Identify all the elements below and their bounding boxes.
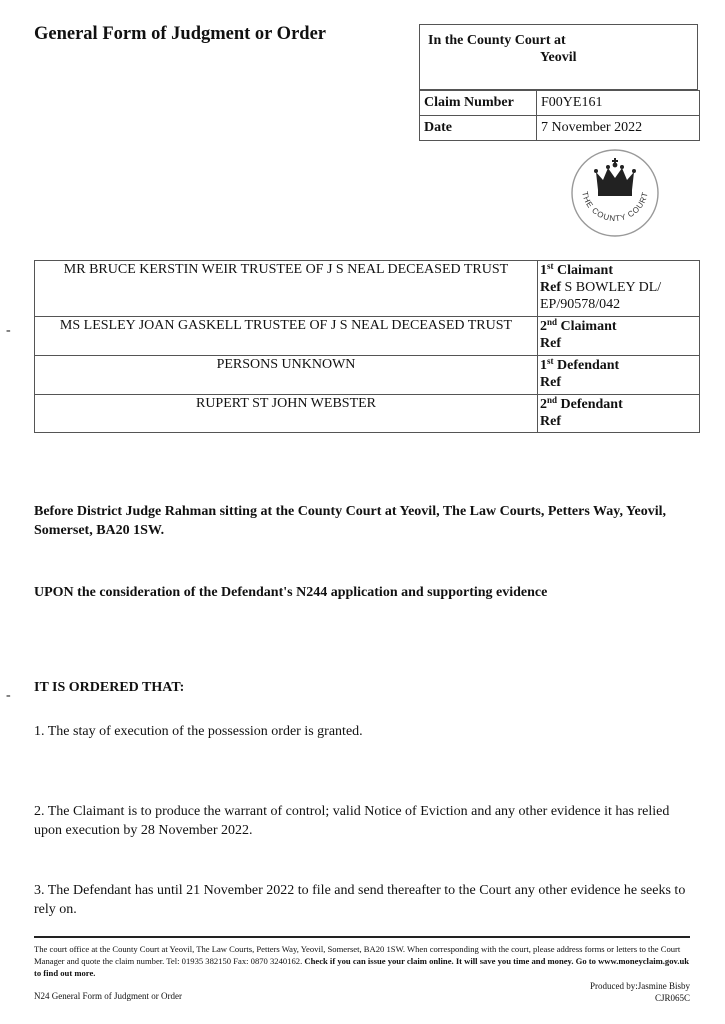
court-name: Yeovil — [540, 50, 577, 65]
party-role-cell: 2nd Defendant Ref — [538, 395, 700, 433]
produced-by: Produced by:Jasmine Bisby CJR065C — [590, 981, 690, 1003]
date-row — [420, 116, 700, 141]
party-row — [35, 317, 700, 356]
party-role-cell: 1st Defendant Ref — [538, 356, 700, 395]
court-seal — [570, 148, 660, 238]
order-item-3: 3. The Defendant has until 21 November 2022 to file and send thereafter to the Court any other evidence he seeks to rely on. — [34, 883, 686, 917]
party-name: MS LESLEY JOAN GASKELL TRUSTEE OF J S NEAL DECEASED TRUST — [35, 317, 538, 356]
party-reference: S BOWLEY DL/ EP/90578/042 — [540, 280, 662, 312]
party-name: RUPERT ST JOHN WEBSTER — [35, 395, 538, 433]
party-name: MR BRUCE KERSTIN WEIR TRUSTEE OF J S NEAL DECEASED TRUST — [35, 261, 538, 317]
claim-meta-table — [419, 90, 700, 141]
upon-statement: UPON the consideration of the Defendant's N244 application and supporting evidence — [34, 585, 548, 600]
court-box — [419, 24, 698, 90]
margin-mark: - — [6, 688, 11, 703]
party-row — [35, 261, 700, 317]
date-label: Date — [420, 116, 537, 141]
crown-icon — [594, 158, 636, 196]
order-item-1: 1. The stay of execution of the possession order is granted. — [34, 724, 363, 739]
ordered-heading: IT IS ORDERED THAT: — [34, 680, 185, 695]
date-value: 7 November 2022 — [537, 116, 700, 141]
footer-divider — [34, 936, 690, 938]
footer-notice: The court office at the County Court at Yeovil, The Law Courts, Petters Way, Yeovil, Somerset, BA20 1SW. When corresponding with the court, please address forms or letters to the Court Manager and quote the claim number. Tel: 01935 382150 Fax: 0870 3240162. Check if you can issue your claim online. It will save you time and money. Go to www.moneyclaim.gov.uk to find out more. — [34, 944, 690, 978]
before-judge-statement: Before District Judge Rahman sitting at the County Court at Yeovil, The Law Courts, Petters Way, Yeovil, Somerset, BA20 1SW. — [34, 504, 667, 538]
form-name: N24 General Form of Judgment or Order — [34, 991, 182, 1001]
margin-mark: - — [6, 323, 11, 338]
seal-text: THE COUNTY COURT — [580, 190, 650, 224]
document-title: General Form of Judgment or Order — [34, 24, 326, 44]
claim-number-value: F00YE161 — [537, 91, 700, 116]
party-row — [35, 395, 700, 433]
party-row — [35, 356, 700, 395]
parties-table — [34, 260, 700, 433]
order-item-2: 2. The Claimant is to produce the warrant of control; valid Notice of Eviction and any other evidence it has relied upon execution by 28 November 2022. — [34, 804, 670, 838]
party-role-cell: 1st Claimant Ref S BOWLEY DL/ EP/90578/042 — [538, 261, 700, 317]
party-role-cell: 2nd Claimant Ref — [538, 317, 700, 356]
court-label: In the County Court at — [428, 33, 566, 48]
party-name: PERSONS UNKNOWN — [35, 356, 538, 395]
form-code: CJR065C — [654, 993, 690, 1003]
online-claim-notice: Check if you can issue your claim online. It will save you time and money. Go to www.moneyclaim.gov.uk to find out more. — [34, 956, 690, 978]
claim-number-row — [420, 91, 700, 116]
claim-number-label: Claim Number — [420, 91, 537, 116]
